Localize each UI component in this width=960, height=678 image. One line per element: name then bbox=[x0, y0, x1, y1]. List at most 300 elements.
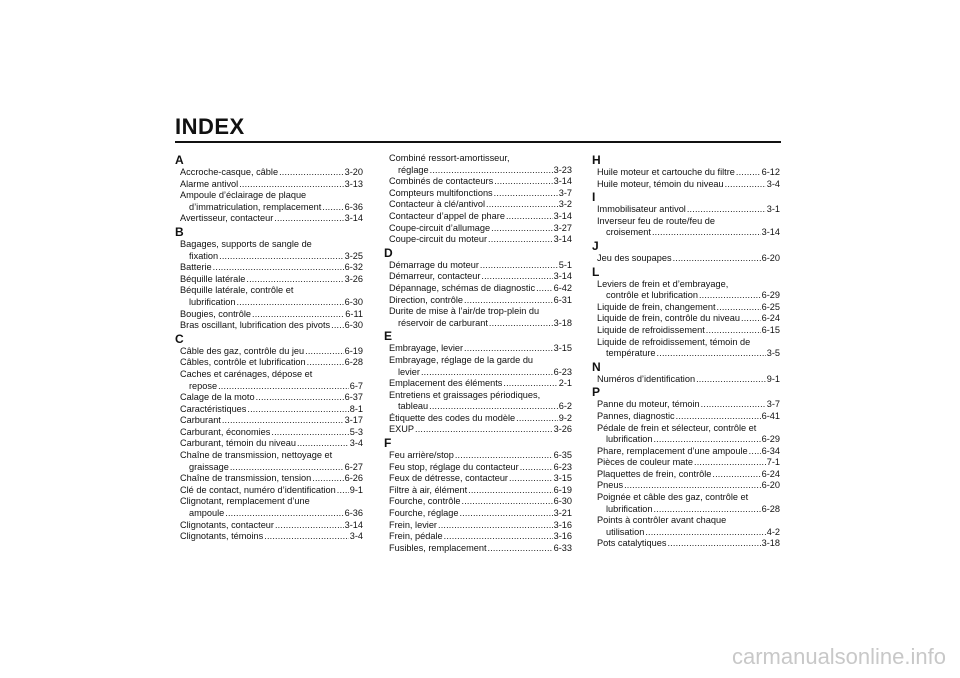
entry-text: Béquille latérale, contrôle et bbox=[180, 285, 294, 296]
entry-text: Frein, pédale bbox=[389, 531, 443, 542]
entry-page: 3-4 bbox=[349, 531, 363, 542]
entry-page: 3-26 bbox=[344, 273, 363, 284]
index-entry bbox=[175, 438, 363, 450]
index-entry bbox=[384, 223, 572, 235]
entry-page: 3-13 bbox=[344, 178, 363, 189]
index-entry bbox=[592, 302, 780, 314]
dot-leader bbox=[696, 374, 766, 386]
entry-text: Bras oscillant, lubrification des pivots bbox=[180, 320, 331, 331]
section-letter: F bbox=[384, 436, 392, 451]
index-entry bbox=[384, 355, 572, 378]
entry-text: Coupe-circuit d’allumage bbox=[389, 222, 491, 233]
dot-leader bbox=[712, 469, 760, 481]
dot-leader bbox=[239, 179, 343, 191]
dot-leader bbox=[699, 290, 761, 302]
entry-text-continued: lubrification bbox=[606, 503, 653, 514]
entry-page: 6-33 bbox=[553, 542, 572, 553]
entry-text: Avertisseur, contacteur bbox=[180, 213, 274, 224]
index-section bbox=[384, 437, 572, 554]
dot-leader bbox=[516, 413, 558, 425]
entry-page: 6-30 bbox=[344, 296, 363, 307]
entry-text: Inverseur feu de route/feu de bbox=[597, 215, 715, 226]
dot-leader bbox=[462, 496, 553, 508]
title-rule bbox=[175, 141, 781, 143]
entry-text: Pneus bbox=[597, 480, 624, 491]
index-entry bbox=[175, 369, 363, 392]
index-entry bbox=[592, 446, 780, 458]
index-entry bbox=[175, 427, 363, 439]
dot-leader bbox=[264, 531, 348, 543]
index-entry bbox=[175, 320, 363, 332]
entry-page: 6-28 bbox=[344, 357, 363, 368]
dot-leader bbox=[271, 427, 348, 439]
section-letter: N bbox=[592, 359, 601, 374]
index-title: INDEX bbox=[175, 114, 245, 139]
index-column-1 bbox=[175, 153, 363, 543]
index-entry bbox=[592, 216, 780, 239]
dot-leader bbox=[464, 295, 553, 307]
index-entry bbox=[592, 423, 780, 446]
index-column-3 bbox=[592, 153, 780, 550]
index-section bbox=[592, 154, 780, 190]
dot-leader bbox=[444, 531, 553, 543]
entry-text: Feu stop, réglage du contacteur bbox=[389, 461, 519, 472]
entry-text-continued: lubrification bbox=[189, 296, 236, 307]
entry-text: Clignotants, contacteur bbox=[180, 519, 274, 530]
index-entry bbox=[384, 413, 572, 425]
index-section bbox=[175, 333, 363, 543]
dot-leader bbox=[676, 411, 761, 423]
entry-page: 6-26 bbox=[344, 473, 363, 484]
section-letter: J bbox=[592, 238, 599, 253]
section-letter: D bbox=[384, 245, 393, 260]
entry-text-continued: d’immatriculation, remplacement bbox=[189, 201, 322, 212]
entry-text: Chaîne de transmission, tension bbox=[180, 473, 312, 484]
entry-page: 3-14 bbox=[553, 210, 572, 221]
dot-leader bbox=[653, 434, 760, 446]
dot-leader bbox=[480, 260, 558, 272]
index-entry bbox=[592, 515, 780, 538]
entry-page: 3-14 bbox=[553, 176, 572, 187]
entry-page: 6-29 bbox=[761, 290, 780, 301]
dot-leader bbox=[230, 462, 344, 474]
entry-text-continued: contrôle et lubrification bbox=[606, 290, 698, 301]
index-entry bbox=[175, 262, 363, 274]
entry-text: Caches et carénages, dépose et bbox=[180, 368, 313, 379]
entry-text: Pannes, diagnostic bbox=[597, 410, 675, 421]
dot-leader bbox=[222, 415, 344, 427]
index-entry bbox=[175, 531, 363, 543]
index-section bbox=[592, 386, 780, 550]
entry-page: 6-31 bbox=[553, 294, 572, 305]
index-entry bbox=[175, 485, 363, 497]
entry-text-continued: graissage bbox=[189, 461, 229, 472]
dot-leader bbox=[506, 211, 553, 223]
index-entry bbox=[175, 404, 363, 416]
entry-page: 6-36 bbox=[344, 201, 363, 212]
entry-text: Caractéristiques bbox=[180, 403, 247, 414]
entry-page: 2-1 bbox=[558, 378, 572, 389]
entry-page: 3-15 bbox=[553, 473, 572, 484]
dot-leader bbox=[429, 401, 558, 413]
entry-page: 6-35 bbox=[553, 450, 572, 461]
index-entry bbox=[175, 190, 363, 213]
entry-page: 3-18 bbox=[553, 317, 572, 328]
entry-text: Démarreur, contacteur bbox=[389, 271, 481, 282]
entry-page: 6-24 bbox=[761, 313, 780, 324]
entry-page: 3-4 bbox=[349, 438, 363, 449]
entry-page: 6-27 bbox=[344, 461, 363, 472]
dot-leader bbox=[486, 199, 558, 211]
entry-page: 3-20 bbox=[344, 167, 363, 177]
entry-page: 4-2 bbox=[766, 526, 780, 537]
section-letter: C bbox=[175, 331, 184, 346]
entry-text: Liquide de refroidissement, témoin de bbox=[597, 336, 751, 347]
index-entry bbox=[592, 399, 780, 411]
entry-text: Batterie bbox=[180, 262, 212, 273]
entry-text: Liquide de frein, changement bbox=[597, 301, 716, 312]
index-entry bbox=[384, 343, 572, 355]
entry-page: 9-2 bbox=[558, 412, 572, 423]
entry-page: 6-36 bbox=[344, 508, 363, 519]
index-entry bbox=[384, 260, 572, 272]
index-entry bbox=[384, 424, 572, 436]
dot-leader bbox=[415, 424, 553, 436]
entry-page: 6-15 bbox=[761, 324, 780, 335]
entry-page: 6-20 bbox=[761, 480, 780, 491]
dot-leader bbox=[274, 213, 343, 225]
entry-page: 6-11 bbox=[345, 308, 363, 319]
index-section bbox=[592, 240, 780, 265]
entry-text: Démarrage du moteur bbox=[389, 259, 479, 270]
dot-leader bbox=[213, 262, 344, 274]
entry-page: 6-25 bbox=[761, 301, 780, 312]
entry-text: Étiquette des codes du modèle bbox=[389, 412, 516, 423]
entry-page: 6-19 bbox=[553, 484, 572, 495]
index-entry bbox=[175, 179, 363, 191]
entry-text-continued: levier bbox=[398, 366, 420, 377]
index-entry bbox=[592, 337, 780, 360]
index-entry bbox=[175, 473, 363, 485]
index-entry bbox=[384, 295, 572, 307]
index-entry bbox=[592, 325, 780, 337]
index-entry bbox=[384, 485, 572, 497]
index-entry bbox=[592, 538, 780, 550]
entry-page: 3-7 bbox=[766, 399, 780, 410]
index-entry bbox=[592, 204, 780, 216]
entry-page: 6-23 bbox=[553, 461, 572, 472]
entry-text: Clignotants, témoins bbox=[180, 531, 264, 542]
entry-text: Filtre à air, élément bbox=[389, 484, 468, 495]
index-entry bbox=[384, 153, 572, 176]
dot-leader bbox=[653, 504, 760, 516]
entry-text: Câbles, contrôle et lubrification bbox=[180, 357, 306, 368]
entry-page: 6-32 bbox=[344, 262, 363, 273]
index-entry bbox=[592, 279, 780, 302]
entry-text: Embrayage, réglage de la garde du bbox=[389, 354, 534, 365]
entry-page: 9-1 bbox=[349, 484, 363, 495]
entry-text: Embrayage, levier bbox=[389, 343, 464, 354]
index-entry bbox=[592, 411, 780, 423]
index-entry bbox=[384, 496, 572, 508]
dot-leader bbox=[694, 457, 766, 469]
entry-page: 3-27 bbox=[553, 222, 572, 233]
entry-page: 3-5 bbox=[766, 348, 780, 359]
entry-text-continued: réglage bbox=[398, 164, 429, 175]
dot-leader bbox=[322, 202, 343, 214]
entry-text: Immobilisateur antivol bbox=[597, 204, 686, 215]
index-entry bbox=[384, 234, 572, 246]
entry-page: 3-15 bbox=[553, 343, 572, 354]
dot-leader bbox=[459, 508, 552, 520]
dot-leader bbox=[488, 543, 553, 555]
index-entry bbox=[592, 480, 780, 492]
entry-page: 3-1 bbox=[766, 204, 780, 215]
entry-page: 9-1 bbox=[766, 373, 780, 384]
dot-leader bbox=[657, 348, 766, 360]
dot-leader bbox=[337, 485, 349, 497]
dot-leader bbox=[494, 176, 552, 188]
index-entry bbox=[384, 543, 572, 555]
entry-text-continued: température bbox=[606, 348, 656, 359]
dot-leader bbox=[489, 318, 553, 330]
entry-text: Combinés de contacteurs bbox=[389, 176, 494, 187]
entry-text-continued: réservoir de carburant bbox=[398, 317, 488, 328]
index-entry bbox=[384, 211, 572, 223]
index-column-2 bbox=[384, 153, 572, 554]
entry-page: 5-1 bbox=[558, 259, 572, 270]
index-entry bbox=[384, 473, 572, 485]
entry-text: Ampoule d’éclairage de plaque bbox=[180, 190, 307, 201]
entry-text: Plaquettes de frein, contrôle bbox=[597, 468, 712, 479]
entry-text: Numéros d’identification bbox=[597, 373, 696, 384]
entry-page: 3-14 bbox=[761, 227, 780, 238]
dot-leader bbox=[673, 253, 761, 265]
entry-page: 3-2 bbox=[558, 199, 572, 210]
watermark: carmanualsonline.info bbox=[731, 644, 946, 669]
entry-text: Liquide de refroidissement bbox=[597, 324, 705, 335]
index-entry bbox=[175, 274, 363, 286]
index-section bbox=[175, 154, 363, 225]
entry-text-continued: fixation bbox=[189, 250, 219, 261]
index-section bbox=[175, 226, 363, 332]
entry-text: Fourche, réglage bbox=[389, 508, 459, 519]
index-entry bbox=[384, 390, 572, 413]
entry-page: 3-14 bbox=[553, 271, 572, 282]
index-entry bbox=[175, 496, 363, 519]
entry-page: 6-30 bbox=[344, 320, 363, 331]
entry-text: Combiné ressort-amortisseur, bbox=[389, 153, 510, 163]
entry-page: 6-7 bbox=[349, 380, 363, 391]
entry-text: Carburant, économies bbox=[180, 426, 271, 437]
index-entry bbox=[384, 450, 572, 462]
entry-text: Pots catalytiques bbox=[597, 538, 667, 549]
entry-text: Béquille latérale bbox=[180, 273, 246, 284]
entry-page: 6-41 bbox=[761, 410, 780, 421]
index-section bbox=[592, 266, 780, 360]
entry-text: Bagages, supports de sangle de bbox=[180, 238, 312, 249]
dot-leader bbox=[256, 392, 344, 404]
entry-text: Direction, contrôle bbox=[389, 294, 464, 305]
dot-leader bbox=[438, 520, 553, 532]
dot-leader bbox=[297, 438, 349, 450]
dot-leader bbox=[305, 346, 343, 358]
entry-page: 6-23 bbox=[553, 366, 572, 377]
entry-text: Entretiens et graissages périodiques, bbox=[389, 389, 541, 400]
section-letter: L bbox=[592, 264, 600, 279]
dot-leader bbox=[749, 446, 761, 458]
index-entry bbox=[384, 271, 572, 283]
entry-text-continued: lubrification bbox=[606, 434, 653, 445]
dot-leader bbox=[236, 297, 343, 309]
section-letter: I bbox=[592, 190, 596, 205]
entry-page: 3-4 bbox=[766, 178, 780, 189]
entry-page: 6-37 bbox=[344, 392, 363, 403]
entry-text: Clé de contact, numéro d’identification bbox=[180, 484, 336, 495]
entry-text: Jeu des soupapes bbox=[597, 252, 672, 263]
index-entry bbox=[384, 462, 572, 474]
entry-page: 3-16 bbox=[553, 531, 572, 542]
entry-text: Frein, levier bbox=[389, 519, 437, 530]
section-letter: H bbox=[592, 153, 601, 167]
index-section bbox=[384, 247, 572, 330]
entry-page: 6-34 bbox=[761, 445, 780, 456]
entry-text: EXUP bbox=[389, 424, 415, 435]
entry-text: Durite de mise à l’air/de trop-plein du bbox=[389, 306, 540, 317]
index-section bbox=[592, 361, 780, 386]
entry-text: Contacteur d’appel de phare bbox=[389, 210, 505, 221]
entry-text-continued: ampoule bbox=[189, 508, 225, 519]
entry-page: 3-14 bbox=[553, 234, 572, 245]
entry-page: 5-3 bbox=[349, 426, 363, 437]
entry-text: Phare, remplacement d’une ampoule bbox=[597, 445, 748, 456]
index-entry bbox=[175, 520, 363, 532]
index-entry bbox=[384, 378, 572, 390]
dot-leader bbox=[275, 520, 344, 532]
entry-page: 6-2 bbox=[558, 401, 572, 412]
entry-page: 6-20 bbox=[761, 252, 780, 263]
entry-text: Coupe-circuit du moteur bbox=[389, 234, 488, 245]
entry-page: 6-28 bbox=[761, 503, 780, 514]
entry-page: 6-19 bbox=[344, 345, 363, 356]
dot-leader bbox=[687, 204, 766, 216]
entry-page: 3-14 bbox=[344, 213, 363, 224]
entry-page: 6-30 bbox=[553, 496, 572, 507]
index-entry bbox=[175, 285, 363, 308]
entry-text: Fourche, contrôle bbox=[389, 496, 461, 507]
dot-leader bbox=[741, 313, 761, 325]
index-entry bbox=[384, 199, 572, 211]
dot-leader bbox=[481, 271, 552, 283]
entry-page: 3-23 bbox=[553, 164, 572, 175]
entry-text: Carburant bbox=[180, 415, 221, 426]
index-entry bbox=[175, 213, 363, 225]
index-entry bbox=[384, 176, 572, 188]
entry-page: 3-17 bbox=[344, 415, 363, 426]
dot-leader bbox=[491, 223, 552, 235]
index-entry bbox=[592, 492, 780, 515]
index-entry bbox=[175, 450, 363, 473]
entry-text: Huile moteur et cartouche du filtre bbox=[597, 167, 735, 177]
index-entry bbox=[384, 520, 572, 532]
entry-text-continued: repose bbox=[189, 380, 218, 391]
dot-leader bbox=[455, 450, 553, 462]
entry-page: 6-42 bbox=[553, 282, 572, 293]
index-entry bbox=[592, 179, 780, 191]
dot-leader bbox=[725, 179, 766, 191]
dot-leader bbox=[246, 274, 343, 286]
dot-leader bbox=[225, 508, 343, 520]
index-entry bbox=[175, 357, 363, 369]
dot-leader bbox=[645, 527, 765, 539]
entry-text: Pédale de frein et sélecteur, contrôle et bbox=[597, 422, 757, 433]
dot-leader bbox=[494, 188, 558, 200]
index-entry bbox=[175, 239, 363, 262]
entry-page: 6-12 bbox=[761, 167, 780, 177]
entry-text-continued: tableau bbox=[398, 401, 429, 412]
dot-leader bbox=[536, 283, 553, 295]
dot-leader bbox=[652, 227, 761, 239]
entry-text: Liquide de frein, contrôle du niveau bbox=[597, 313, 741, 324]
entry-page: 6-24 bbox=[761, 468, 780, 479]
dot-leader bbox=[218, 381, 349, 393]
entry-page: 6-29 bbox=[761, 434, 780, 445]
entry-text: Compteurs multifonctions bbox=[389, 187, 493, 198]
index-entry bbox=[175, 346, 363, 358]
dot-leader bbox=[701, 399, 766, 411]
dot-leader bbox=[503, 378, 557, 390]
dot-leader bbox=[509, 473, 553, 485]
dot-leader bbox=[488, 234, 553, 246]
index-entry bbox=[384, 283, 572, 295]
dot-leader bbox=[430, 165, 553, 177]
dot-leader bbox=[279, 167, 344, 179]
entry-text: Panne du moteur, témoin bbox=[597, 399, 700, 410]
index-entry bbox=[384, 531, 572, 543]
entry-text: Pièces de couleur mate bbox=[597, 457, 694, 468]
entry-page: 8-1 bbox=[349, 403, 363, 414]
index-entry bbox=[175, 309, 363, 321]
entry-text: Points à contrôler avant chaque bbox=[597, 515, 727, 526]
index-entry bbox=[175, 415, 363, 427]
entry-page: 3-14 bbox=[344, 519, 363, 530]
entry-page: 3-26 bbox=[553, 424, 572, 435]
entry-text: Chaîne de transmission, nettoyage et bbox=[180, 450, 333, 461]
entry-page: 3-25 bbox=[344, 250, 363, 261]
entry-text: Feux de détresse, contacteur bbox=[389, 473, 508, 484]
dot-leader bbox=[307, 357, 344, 369]
entry-text: Dépannage, schémas de diagnostic bbox=[389, 282, 536, 293]
entry-text: Leviers de frein et d’embrayage, bbox=[597, 278, 729, 289]
index-entry bbox=[384, 508, 572, 520]
entry-page: 7-1 bbox=[766, 457, 780, 468]
entry-text: Emplacement des éléments bbox=[389, 378, 503, 389]
entry-page: 3-7 bbox=[558, 187, 572, 198]
index-entry bbox=[592, 469, 780, 481]
entry-text-continued: utilisation bbox=[606, 526, 645, 537]
dot-leader bbox=[219, 251, 343, 263]
index-section bbox=[592, 191, 780, 239]
index-entry bbox=[592, 253, 780, 265]
dot-leader bbox=[624, 480, 761, 492]
index-entry bbox=[592, 167, 780, 179]
dot-leader bbox=[252, 309, 344, 321]
section-letter: B bbox=[175, 224, 184, 239]
dot-leader bbox=[421, 367, 553, 379]
dot-leader bbox=[331, 320, 343, 332]
dot-leader bbox=[468, 485, 552, 497]
entry-text: Alarme antivol bbox=[180, 178, 239, 189]
